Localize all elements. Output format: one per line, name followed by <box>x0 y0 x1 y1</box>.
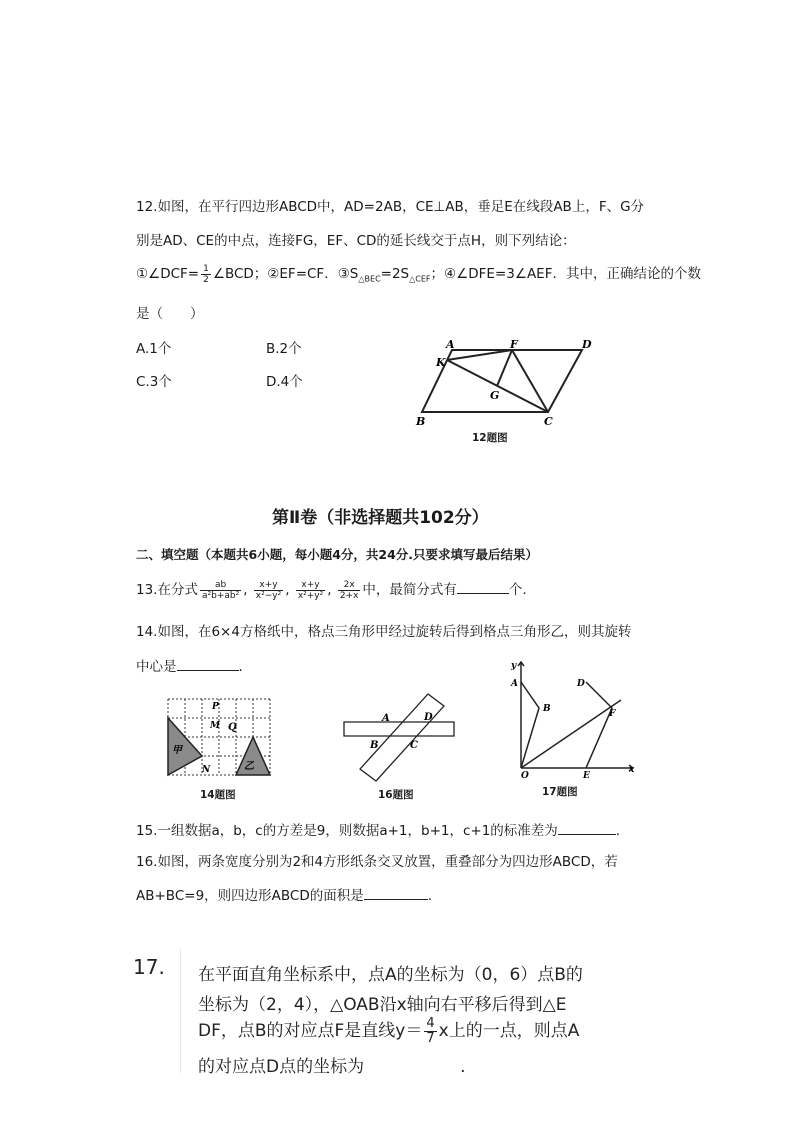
q13-fraction-3: $\frac{x+y}{\text{x²+y²}}$ <box>297 579 324 601</box>
q12-sub1: △BEC <box>358 274 381 284</box>
q16-answer-blank[interactable] <box>364 887 428 900</box>
fig17-label-o: O <box>521 771 529 780</box>
q17-line2: 坐标为（2，4），△OAB沿x轴向右平移后得到△E <box>198 995 567 1015</box>
q12-c1c: =2S <box>380 266 410 282</box>
q12-parallelogram-figure <box>410 332 610 432</box>
section2-subtitle: 二、填空题（本题共6小题，每小题4分，共24分.只要求填写最后结果） <box>136 547 539 562</box>
fig17-label-e: E <box>583 771 590 780</box>
section2-title: 第Ⅱ卷（非选择题共102分） <box>272 508 489 528</box>
q12-option-b: B.2个 <box>266 341 302 357</box>
q14-line1: 14.如图，在6×4方格纸中，格点三角形甲经过旋转后得到格点三角形乙，则其旋转 <box>136 624 632 640</box>
fig16-label-a: A <box>382 713 390 724</box>
fig14-label-p: P <box>212 702 219 712</box>
fig14-label-jia: 甲 <box>172 745 182 756</box>
q16-line2: AB+BC=9，则四边形ABCD的面积是 . <box>136 888 433 904</box>
fig14-caption: 14题图 <box>200 789 236 801</box>
fig14-label-n: N <box>202 765 211 775</box>
q13-fraction-2: $\frac{x+y}{\text{x²−y²}}$ <box>255 579 282 601</box>
fig16-label-b: B <box>370 740 379 751</box>
fig17-label-y: y <box>511 661 517 671</box>
fig14-label-yi: 乙 <box>244 761 254 772</box>
q17-line1: 在平面直角坐标系中，点A的坐标为（0，6）点B的 <box>198 965 583 985</box>
q13-fraction-1: $\frac{ab}{\text{a²b+ab²}}$ <box>201 579 240 601</box>
q12-option-d: D.4个 <box>266 374 303 390</box>
q13-answer-blank[interactable] <box>457 581 509 594</box>
fig16-label-c: C <box>410 740 418 751</box>
fig12-caption: 12题图 <box>472 432 508 444</box>
fig12-label-a: A <box>446 338 455 351</box>
q17-line3: DF，点B的对应点F是直线y＝ $\frac{4}{7}$ x上的一点，则点A <box>198 1015 580 1046</box>
fig17-label-b: B <box>543 704 551 714</box>
q12-line4: 是（ ） <box>136 306 204 322</box>
q17-line4: 的对应点D点的坐标为 . <box>198 1057 466 1077</box>
fig14-label-m: M <box>210 721 220 731</box>
fig12-label-c: C <box>544 415 553 428</box>
q12-half-fraction: $\frac{1}{2}$ <box>203 263 209 285</box>
q13-mid: 中，最简分式有 <box>362 582 457 598</box>
q12-conclusions <box>136 262 701 285</box>
fig16-caption: 16题图 <box>378 789 414 801</box>
q13-prefix: 13.在分式 <box>136 582 198 598</box>
q13-fraction-4: $\frac{2x}{2+x}$ <box>339 579 359 601</box>
fig17-label-x: x <box>629 765 635 775</box>
q13-suffix: 个. <box>508 582 527 598</box>
q12-c1b: ∠BCD；②EF=CF．③S <box>212 266 359 282</box>
q12-line1: 12.如图，在平行四边形ABCD中，AD=2AB，CE⊥AB，垂足E在线段AB上，F、G分 <box>136 199 645 215</box>
q12-option-c: C.3个 <box>136 374 172 390</box>
fig16-label-d: D <box>424 712 433 723</box>
q12-line2: 别是AD、CE的中点，连接FG，EF、CD的延长线交于点H，则下列结论： <box>136 233 576 249</box>
fig12-label-f: F <box>510 338 518 351</box>
q12-c1a: ①∠DCF= <box>136 266 200 282</box>
q16-line1: 16.如图，两条宽度分别为2和4方形纸条交叉放置，重叠部分为四边形ABCD，若 <box>136 854 618 870</box>
q15: 15.一组数据a，b，c的方差是9，则数据a+1，b+1，c+1的标准差为 . <box>136 823 621 839</box>
fig14-label-q: Q <box>228 722 237 733</box>
q14-line2: 中心是 . <box>136 659 243 675</box>
q15-answer-blank[interactable] <box>558 822 616 835</box>
fig14-grid-figure <box>166 697 276 779</box>
q17-number: 17. <box>133 955 165 979</box>
fig12-label-b: B <box>416 415 426 428</box>
fig17-label-a: A <box>511 679 518 689</box>
fig17-label-d: D <box>577 679 585 689</box>
fig17-label-f: F <box>609 709 616 719</box>
fig12-label-d: D <box>582 338 592 351</box>
q14-answer-blank[interactable] <box>177 658 239 671</box>
q17-divider <box>180 948 181 1073</box>
q13: 13.在分式 $\frac{ab}{\text{a²b+ab²}}$ , $\frac{x+y}{\text{x²−y²}}$ , $\frac{x+y}{\text{x²+y²}}$ , $\frac{2x}{2+x}$ 中，最简分式有 个. <box>136 579 527 601</box>
fig17-caption: 17题图 <box>542 786 578 798</box>
q12-sub2: △CEF <box>409 274 431 284</box>
fig12-label-k: K <box>436 356 446 369</box>
fig16-strips-figure <box>340 688 460 783</box>
q17-fraction: $\frac{4}{7}$ <box>426 1015 435 1046</box>
q12-c1d: ；④∠DFE=3∠AEF．其中，正确结论的个数 <box>430 266 701 282</box>
q12-option-a: A.1个 <box>136 341 172 357</box>
fig17-coordinate-figure <box>505 658 637 780</box>
q17-answer-blank[interactable] <box>364 1059 460 1072</box>
fig12-label-g: G <box>490 389 500 402</box>
